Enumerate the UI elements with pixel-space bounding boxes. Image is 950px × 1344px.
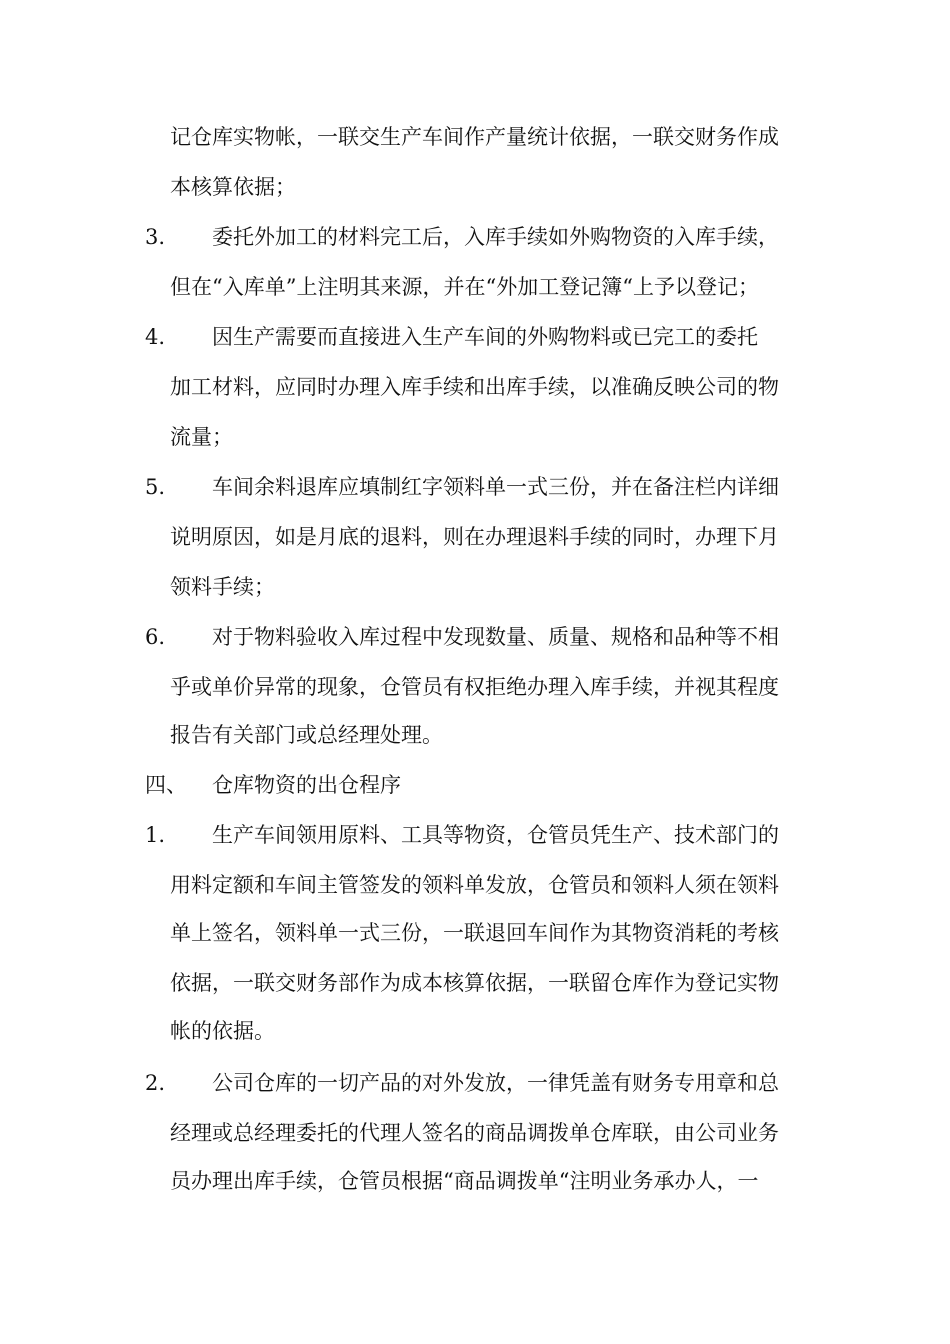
list-item-text: 领料手续； xyxy=(170,575,275,599)
paragraph-line: 本核算依据； xyxy=(170,175,296,199)
list-item-text: 报告有关部门或总经理处理。 xyxy=(170,723,443,747)
list-item-text: 用料定额和车间主管签发的领料单发放，仓管员和领料人须在领料 xyxy=(170,873,779,897)
list-item-number: 4. xyxy=(145,325,166,349)
list-item-text: 流量； xyxy=(170,425,233,449)
list-item-text: 说明原因，如是月底的退料，则在办理退料手续的同时，办理下月 xyxy=(170,525,779,549)
list-item-text: 因生产需要而直接进入生产车间的外购物料或已完工的委托 xyxy=(212,325,758,349)
list-item-number: 1. xyxy=(145,823,166,847)
list-item-text: 公司仓库的一切产品的对外发放，一律凭盖有财务专用章和总 xyxy=(212,1071,779,1095)
list-item-text: 生产车间领用原料、工具等物资，仓管员凭生产、技术部门的 xyxy=(212,823,779,847)
paragraph-line: 记仓库实物帐，一联交生产车间作产量统计依据，一联交财务作成 xyxy=(170,125,779,149)
list-item-text: 依据，一联交财务部作为成本核算依据，一联留仓库作为登记实物 xyxy=(170,971,779,995)
list-item-text: 乎或单价异常的现象，仓管员有权拒绝办理入库手续，并视其程度 xyxy=(170,675,779,699)
section-heading: 仓库物资的出仓程序 xyxy=(212,773,401,797)
list-item-text: 单上签名，领料单一式三份，一联退回车间作为其物资消耗的考核 xyxy=(170,921,779,945)
list-item-text: 经理或总经理委托的代理人签名的商品调拨单仓库联，由公司业务 xyxy=(170,1121,779,1145)
list-item-text: 对于物料验收入库过程中发现数量、质量、规格和品种等不相 xyxy=(212,625,779,649)
list-item-text: 员办理出库手续，仓管员根据“商品调拨单“注明业务承办人，一 xyxy=(170,1169,759,1193)
list-item-number: 5. xyxy=(145,475,166,499)
section-number: 四、 xyxy=(145,773,187,797)
list-item-text: 委托外加工的材料完工后，入库手续如外购物资的入库手续， xyxy=(212,225,779,249)
list-item-text: 加工材料，应同时办理入库手续和出库手续，以准确反映公司的物 xyxy=(170,375,779,399)
list-item-number: 3. xyxy=(145,225,166,249)
list-item-text: 但在“入库单”上注明其来源，并在“外加工登记簿“上予以登记； xyxy=(170,275,759,299)
list-item-number: 6. xyxy=(145,625,166,649)
list-item-text: 帐的依据。 xyxy=(170,1019,275,1043)
list-item-number: 2. xyxy=(145,1071,166,1095)
list-item-text: 车间余料退库应填制红字领料单一式三份，并在备注栏内详细 xyxy=(212,475,779,499)
